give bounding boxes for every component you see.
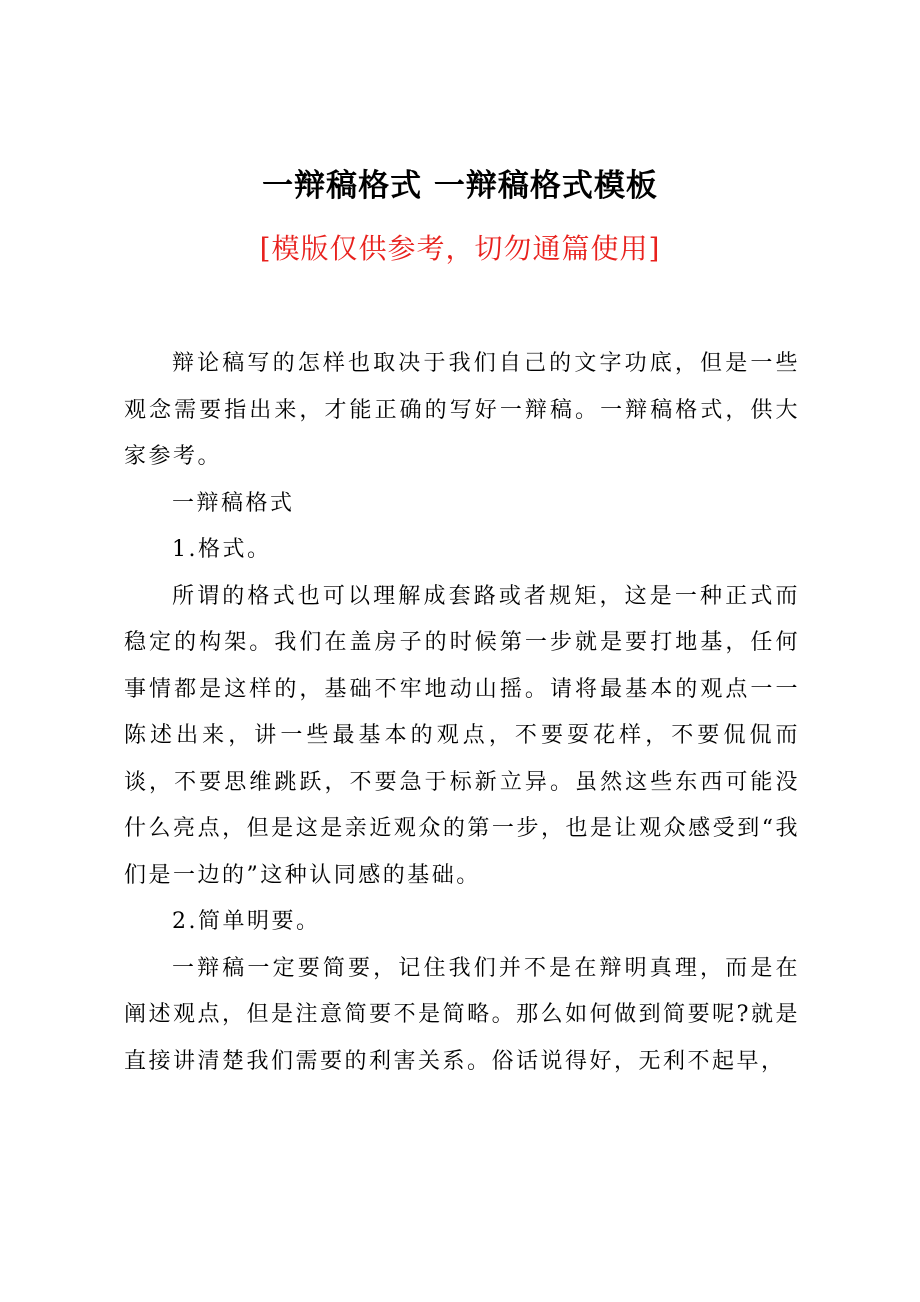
point-heading-concise: 2.简单明要。 — [172, 909, 321, 934]
document-title: 一辩稿格式 一辩稿格式模板 — [262, 168, 658, 204]
section-heading: 一辩稿格式 — [172, 490, 295, 516]
concise-paragraph: 一辩稿一定要简要，记住我们并不是在辩明真理，而是在阐述观点，但是注意简要不是简略。那么如何做到简要呢?就是直接讲清楚我们需要的利害关系。俗话说得好，无利不起早， — [124, 955, 800, 1074]
point-heading-format: 1.格式。 — [172, 537, 272, 562]
document-body — [124, 341, 800, 1085]
template-disclaimer: [模版仅供参考，切勿通篇使用] — [259, 232, 661, 265]
intro-paragraph: 辩论稿写的怎样也取决于我们自己的文字功底，但是一些观念需要指出来，才能正确的写好一辩稿。一辩稿格式，供大家参考。 — [124, 351, 800, 469]
format-paragraph: 所谓的格式也可以理解成套路或者规矩，这是一种正式而稳定的构架。我们在盖房子的时候第一步就是要打地基，任何事情都是这样的，基础不牢地动山摇。请将最基本的观点一一陈述出来，讲一些最基本的观点，不要耍花样，不要侃侃而谈，不要思维跳跃，不要急于标新立异。虽然这些东西可能没什么亮点，但是这是亲近观众的第一步，也是让观众感受到“我们是一边的”这种认同感的基础。 — [124, 583, 800, 888]
